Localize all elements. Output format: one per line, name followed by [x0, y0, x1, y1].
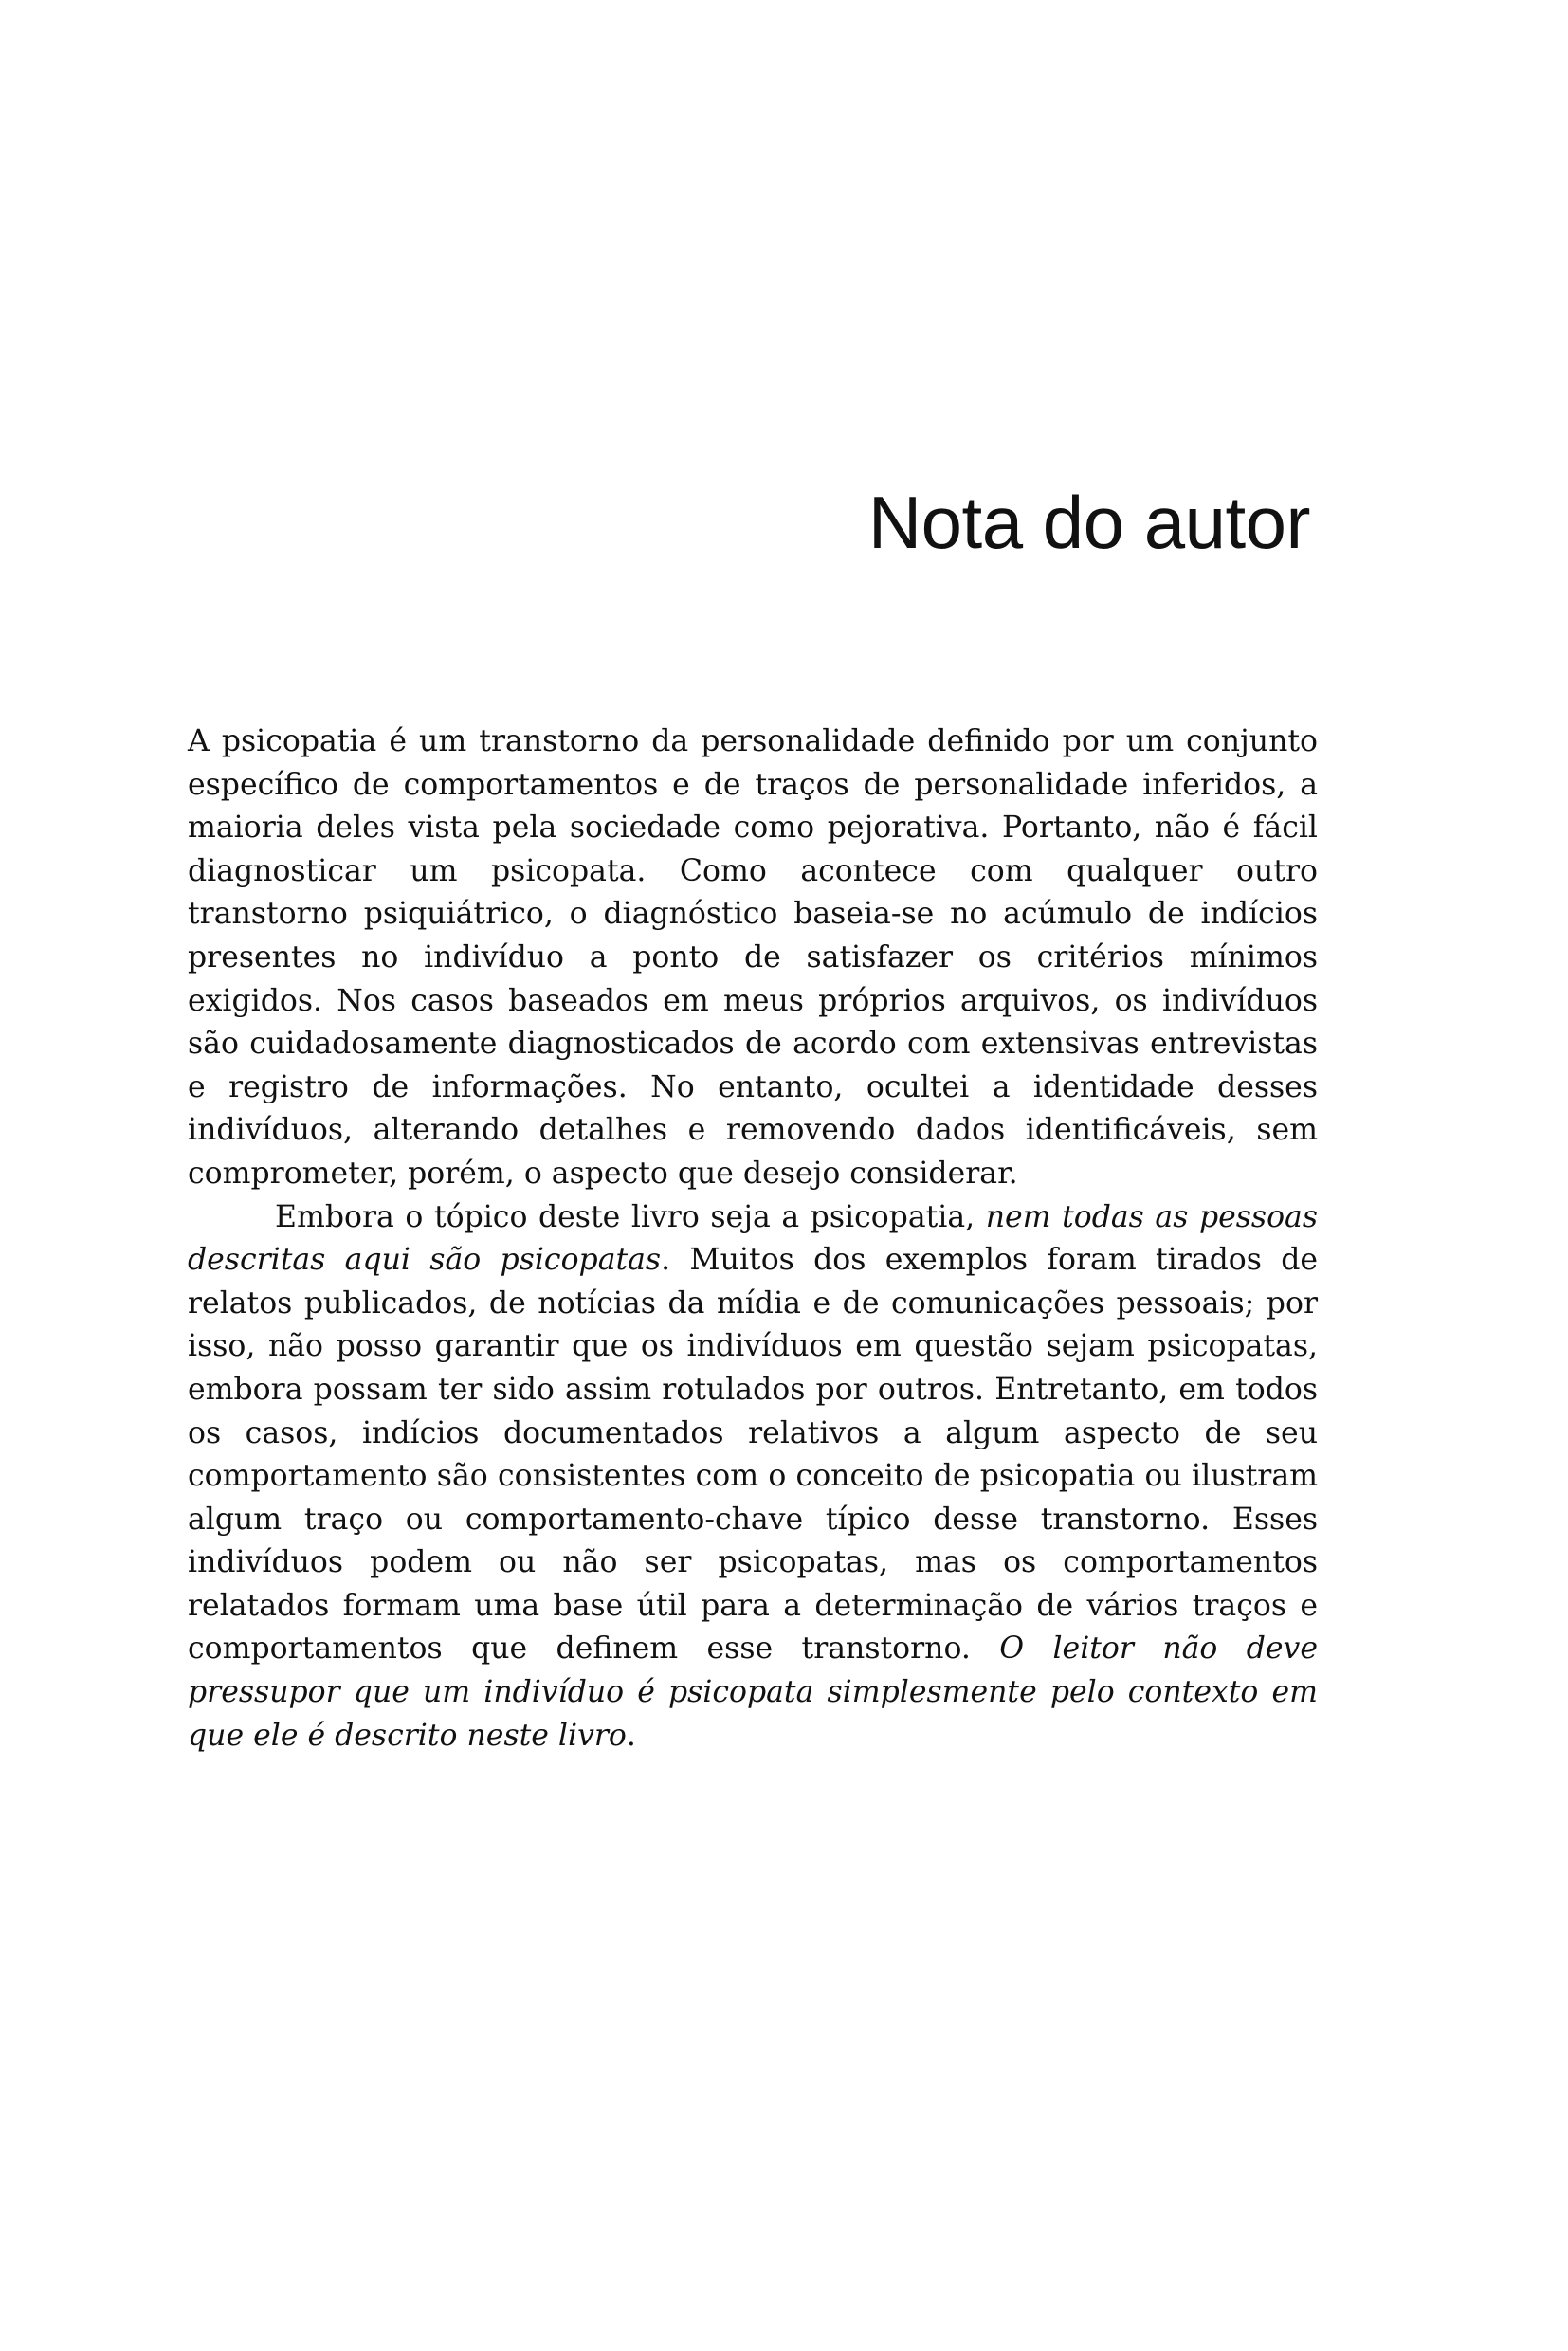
chapter-body [188, 720, 1318, 1758]
paragraph-2-text-c: . [626, 1718, 636, 1753]
paragraph-2-text-a: Embora o tópico deste livro seja a psicopatia, [275, 1199, 986, 1234]
paragraph-2-text-b: . Muitos dos exemplos foram tirados de relatos publicados, de notícias da mídia e de comunicações pessoais; por isso, não posso garantir que os indivíduos em questão sejam psicopatas, embora possam ter sido assim rotulados por outros. Entretanto, em todos os casos, indícios documentados relativos a algum aspecto de seu comportamento são consistentes com o conceito de psicopatia ou ilustram algum traço ou comportamento-chave típico desse transtorno. Esses indivíduos podem ou não ser psicopatas, mas os comportamentos relatados formam uma base útil para a determinação de vários traços e comportamentos que definem esse transtorno. [188, 1243, 1319, 1667]
paragraph-2 [188, 1196, 1318, 1759]
paragraph-1: A psicopatia é um transtorno da personalidade definido por um conjunto específico de comportamentos e de traços de personalidade inferidos, a maioria deles vista pela sociedade como pejorativa. Portanto, não é fácil diagnosticar um psicopata. Como acontece com qualquer outro transtorno psiquiátrico, o diagnóstico baseia-se no acúmulo de indícios presentes no indivíduo a ponto de satisfazer os critérios mínimos exigidos. Nos casos baseados em meus próprios arquivos, os indivíduos são cuidadosamente diagnosticados de acordo com extensivas entrevistas e registro de informações. No entanto, ocultei a identidade desses indivíduos, alterando detalhes e removendo dados identificáveis, sem comprometer, porém, o aspecto que desejo considerar. [188, 724, 1318, 1191]
chapter-title: Nota do autor [867, 481, 1310, 564]
paragraph-2-emphasis-b: O leitor não deve pressupor que um indivíduo é psicopata simplesmente pelo contexto em que ele é descrito neste livro [188, 1631, 1318, 1753]
paragraph-2-emphasis-a: nem todas as pessoas descritas aqui são psicopatas [188, 1199, 1318, 1278]
